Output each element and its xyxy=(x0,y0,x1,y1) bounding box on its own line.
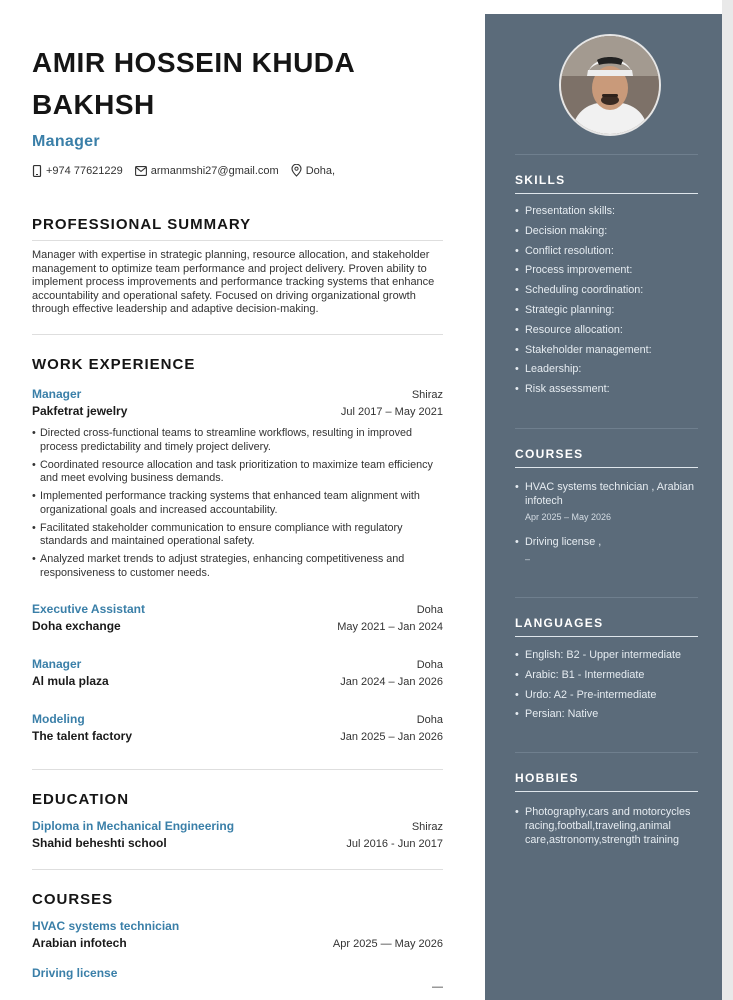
education-entry xyxy=(32,819,443,850)
contact-location xyxy=(291,164,335,177)
education-location: Shiraz xyxy=(411,821,443,833)
sidebar-course-title: • HVAC systems technician , Arabian infotech xyxy=(525,481,695,507)
responsibility-item: • Coordinated resource allocation and task prioritization to maximize team efficiency and meet evolving business demands. xyxy=(32,459,443,486)
divider xyxy=(32,869,443,870)
hobbies-heading: HOBBIES xyxy=(515,771,698,792)
responsibility-item: • Implemented performance tracking systems that enhanced team alignment with organizational goals and increased accountability. xyxy=(32,490,443,517)
job-company: Al mula plaza xyxy=(32,674,109,688)
skill-item: • Leadership: xyxy=(515,360,698,380)
job-dates: Jan 2025 – Jan 2026 xyxy=(340,731,443,743)
education-heading: EDUCATION xyxy=(32,791,130,808)
course-title: Driving license xyxy=(32,966,118,980)
job-title: Modeling xyxy=(32,712,85,726)
school-name: Shahid beheshti school xyxy=(32,836,167,850)
email-address: armanmshi27@gmail.com xyxy=(150,164,279,177)
divider xyxy=(32,240,443,241)
sidebar-courses-heading: COURSES xyxy=(515,447,698,468)
course-org: Arabian infotech xyxy=(32,936,127,950)
job-entry xyxy=(32,657,443,688)
sidebar-divider xyxy=(515,752,698,753)
degree-title: Diploma in Mechanical Engineering xyxy=(32,819,235,833)
skill-item: • Presentation skills: xyxy=(515,202,698,222)
profile-photo-image xyxy=(561,36,659,134)
job-dates: Jul 2017 – May 2021 xyxy=(340,406,443,418)
phone-number: +974 77621229 xyxy=(46,164,123,177)
job-responsibilities xyxy=(32,427,443,585)
skill-item: • Risk assessment: xyxy=(515,380,698,400)
contact-row xyxy=(32,164,347,177)
sidebar xyxy=(485,14,722,1000)
candidate-name: AMIR HOSSEIN KHUDA BAKHSH xyxy=(32,47,355,120)
language-item: • English: B2 - Upper intermediate xyxy=(515,646,698,666)
skill-item: • Stakeholder management: xyxy=(515,341,698,361)
hobbies-list xyxy=(515,805,698,847)
job-entry xyxy=(32,712,443,743)
course-entry xyxy=(32,966,443,993)
summary-heading: PROFESSIONAL SUMMARY xyxy=(32,216,252,233)
language-item: • Arabic: B1 - Intermediate xyxy=(515,666,698,686)
skill-item: • Scheduling coordination: xyxy=(515,281,698,301)
sidebar-divider xyxy=(515,154,698,155)
sidebar-course-title: • Driving license , xyxy=(525,536,602,548)
education-dates: Jul 2016 - Jun 2017 xyxy=(346,838,443,850)
courses-heading: COURSES xyxy=(32,891,114,908)
experience-heading: WORK EXPERIENCE xyxy=(32,356,196,373)
job-title: Executive Assistant xyxy=(32,602,145,616)
job-location: Doha xyxy=(416,659,443,671)
skills-heading: SKILLS xyxy=(515,173,698,194)
job-company: Doha exchange xyxy=(32,619,121,633)
job-company: The talent factory xyxy=(32,729,133,743)
divider xyxy=(32,769,443,770)
summary-text: Manager with expertise in strategic planning, resource allocation, and stakeholder management to optimize team performance and project delivery. Proven ability to implement process improvements and performance tracking systems that enhance accountability and operational safety. Focused on driving organizational growth through effective leadership and adaptive decision-making. xyxy=(32,249,435,316)
sidebar-divider xyxy=(515,428,698,429)
sidebar-course-dates: Apr 2025 – May 2026 xyxy=(525,512,612,522)
course-dates: — xyxy=(432,981,443,993)
location-text: Doha, xyxy=(305,164,336,177)
profile-photo xyxy=(559,34,661,136)
job-entry xyxy=(32,387,443,418)
location-pin-icon xyxy=(291,164,302,177)
languages-list xyxy=(515,646,698,725)
language-item: • Urdo: A2 - Pre-intermediate xyxy=(515,686,698,706)
skill-item: • Process improvement: xyxy=(515,261,698,281)
course-dates: Apr 2025 — May 2026 xyxy=(332,938,443,950)
responsibility-item: • Directed cross-functional teams to streamline workflows, resulting in improved process predictability and timely project delivery. xyxy=(32,427,443,454)
skill-item: • Conflict resolution: xyxy=(515,242,698,262)
job-entry xyxy=(32,602,443,633)
job-title: Manager xyxy=(32,657,82,671)
job-dates: May 2021 – Jan 2024 xyxy=(337,621,443,633)
language-item: • Persian: Native xyxy=(515,705,698,725)
mail-icon xyxy=(135,166,147,176)
course-entry xyxy=(32,919,443,950)
course-title: HVAC systems technician xyxy=(32,919,180,933)
phone-icon xyxy=(32,165,42,177)
sidebar-divider xyxy=(515,597,698,598)
sidebar-course-item xyxy=(515,536,708,566)
skill-item: • Resource allocation: xyxy=(515,321,698,341)
languages-heading: LANGUAGES xyxy=(515,616,698,637)
sidebar-course-item xyxy=(515,481,708,525)
contact-phone[interactable] xyxy=(32,165,123,177)
job-location: Doha xyxy=(416,714,443,726)
divider xyxy=(32,334,443,335)
skill-item: • Strategic planning: xyxy=(515,301,698,321)
job-location: Doha xyxy=(416,604,443,616)
skill-item: • Decision making: xyxy=(515,222,698,242)
job-company: Pakfetrat jewelry xyxy=(32,404,128,418)
responsibility-item: • Facilitated stakeholder communication to ensure compliance with regulatory standards and maintained operational safety. xyxy=(32,522,443,549)
skills-list xyxy=(515,202,698,400)
hobby-item: • Photography,cars and motorcycles racing,football,traveling,animal care,astronomy,strength training xyxy=(515,805,698,847)
contact-email[interactable] xyxy=(135,165,279,177)
responsibility-item: • Analyzed market trends to adjust strategies, enhancing competitiveness and responsiveness to customer needs. xyxy=(32,553,443,580)
sidebar-course-dates: – xyxy=(525,553,531,564)
job-location: Shiraz xyxy=(411,389,443,401)
candidate-role: Manager xyxy=(32,133,100,150)
job-title: Manager xyxy=(32,387,82,401)
job-dates: Jan 2024 – Jan 2026 xyxy=(340,676,443,688)
